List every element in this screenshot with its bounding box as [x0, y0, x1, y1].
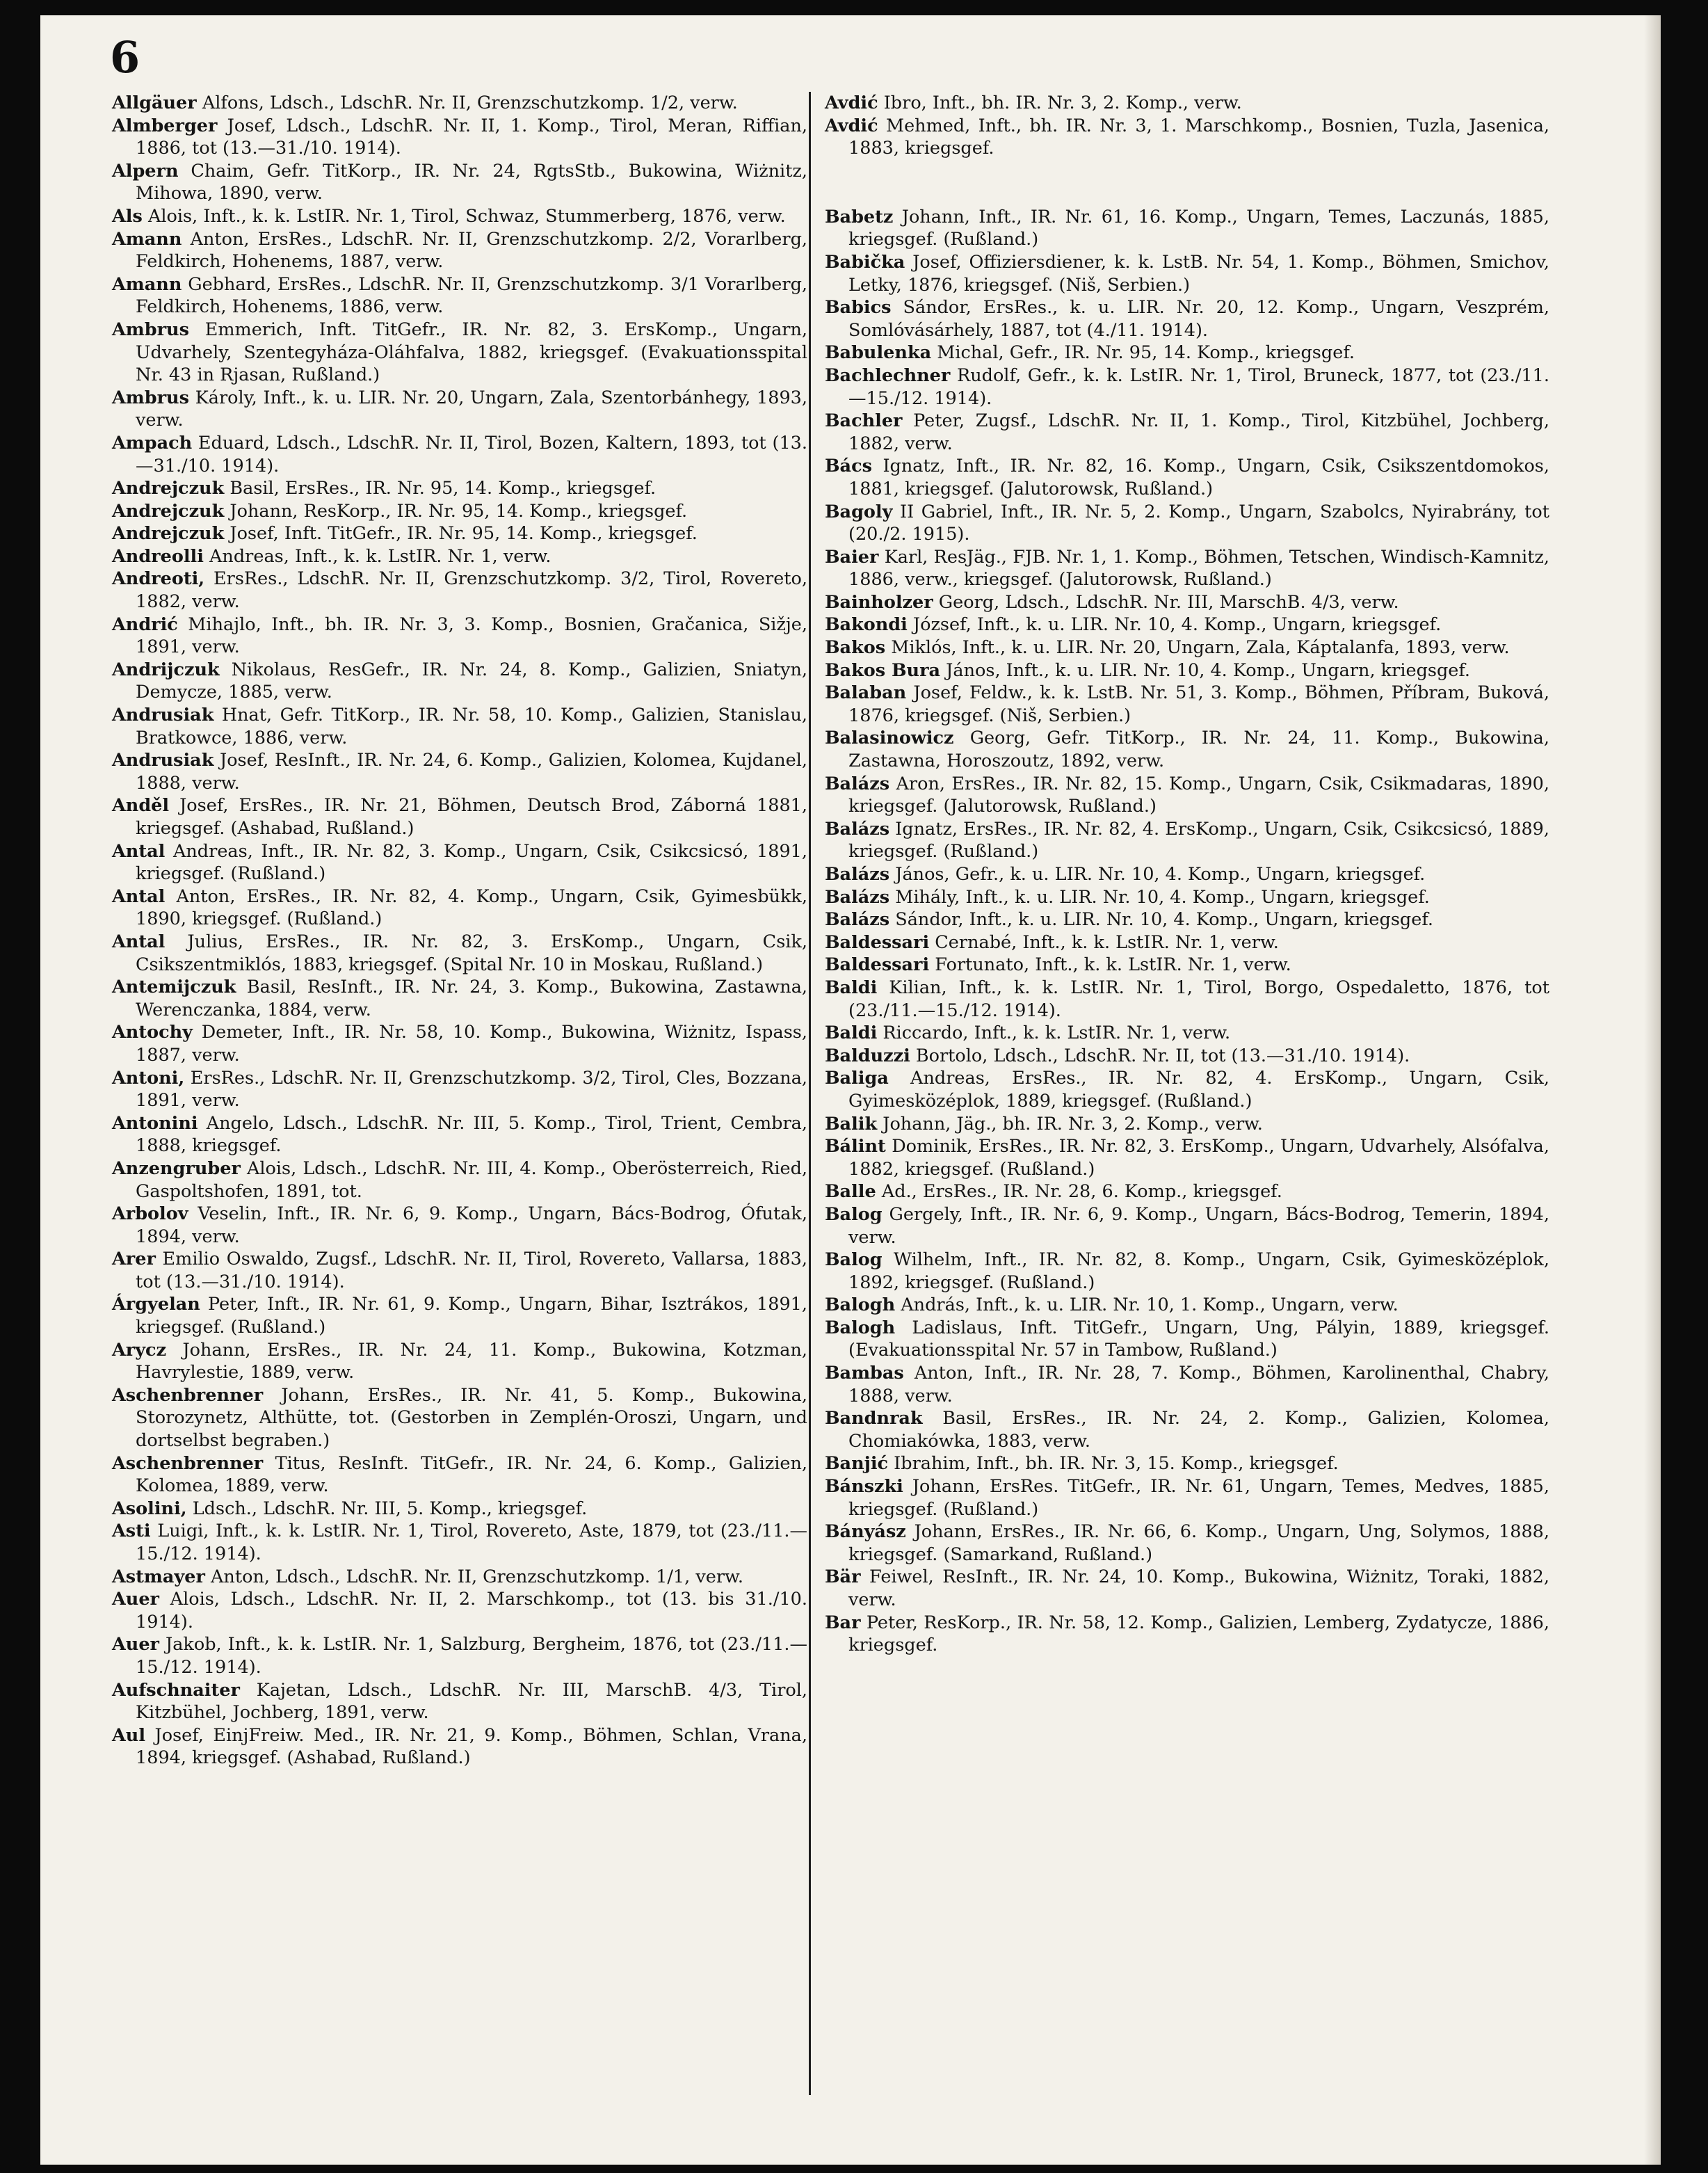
- register-entry: [112, 931, 807, 976]
- entry-details: Rudolf, Gefr., k. k. LstIR. Nr. 1, Tirol, Bruneck, 1877, tot (23./11.—15./12. 1914).: [848, 364, 1549, 409]
- entry-surname: Andrusiak: [112, 750, 214, 771]
- register-entry: [825, 364, 1549, 410]
- entry-details: Miklós, Inft., k. u. LIR. Nr. 20, Ungarn, Zala, Káptalanfa, 1893, verw.: [891, 637, 1510, 659]
- entry-details: Julius, ErsRes., IR. Nr. 82, 3. ErsKomp., Ungarn, Csik, Csikszentmiklós, 1883, kriegsgef. (Spital Nr. 10 in Moskau, Rußland.): [136, 931, 807, 975]
- register-entry: [112, 228, 807, 273]
- register-entry: [825, 886, 1549, 909]
- entry-details: Bortolo, Ldsch., LdschR. Nr. II, tot (13.—31./10. 1914).: [915, 1045, 1410, 1066]
- register-entry: [112, 1248, 807, 1293]
- register-entry: [825, 1475, 1549, 1521]
- register-entry: [112, 1452, 807, 1498]
- entry-details: Anton, Inft., IR. Nr. 28, 7. Komp., Böhmen, Karolinenthal, Chabry, 1888, verw.: [848, 1363, 1549, 1406]
- entry-details: Károly, Inft., k. u. LIR. Nr. 20, Ungarn, Zala, Szentorbánhegy, 1893, verw.: [136, 387, 807, 431]
- entry-surname: Ambrus: [112, 319, 189, 340]
- entry-details: András, Inft., k. u. LIR. Nr. 10, 1. Komp., Ungarn, verw.: [901, 1294, 1399, 1316]
- entry-details: Anton, Ldsch., LdschR. Nr. II, Grenzschutzkomp. 1/1, verw.: [211, 1566, 743, 1587]
- register-entry: [825, 1203, 1549, 1249]
- entry-surname: Baldessari: [825, 954, 930, 976]
- register-entry: [112, 205, 807, 228]
- entry-surname: Bakos: [825, 637, 886, 659]
- entry-details: Josef, Feldw., k. k. LstB. Nr. 51, 3. Komp., Böhmen, Příbram, Buková, 1876, kriegsgef. (Niš, Serbien.): [848, 682, 1550, 726]
- entry-details: Josef, ResInft., IR. Nr. 24, 6. Komp., Galizien, Kolomea, Kujdanel, 1888, verw.: [136, 750, 807, 794]
- register-entry: [112, 1679, 807, 1724]
- register-entry: [112, 1339, 807, 1384]
- register-entry: [112, 659, 807, 704]
- register-entry: [825, 682, 1549, 727]
- register-entry: [825, 251, 1549, 296]
- entry-surname: Babulenka: [825, 342, 932, 364]
- register-entry: [825, 908, 1549, 931]
- entry-details: II Gabriel, Inft., IR. Nr. 5, 2. Komp., Ungarn, Szabolcs, Nyirabrány, tot (20./2. 1915).: [848, 501, 1549, 545]
- entry-surname: Balaban: [825, 682, 907, 704]
- entry-surname: Andrijczuk: [112, 659, 220, 680]
- register-entry: [825, 636, 1549, 659]
- entry-surname: Bachler: [825, 410, 903, 432]
- register-entry: [825, 92, 1549, 115]
- entry-details: Johann, Jäg., bh. IR. Nr. 3, 2. Komp., verw.: [883, 1113, 1263, 1134]
- entry-details: Alois, Ldsch., LdschR. Nr. II, 2. Marschkomp., tot (13. bis 31./10. 1914).: [136, 1589, 807, 1633]
- entry-surname: Bandnrak: [825, 1408, 923, 1429]
- entry-details: Johann, ErsRes., IR. Nr. 66, 6. Komp., Ungarn, Ung, Solymos, 1888, kriegsgef. (Samarkand, Rußland.): [848, 1521, 1549, 1565]
- entry-details: Peter, Zugsf., LdschR. Nr. II, 1. Komp., Tirol, Kitzbühel, Jochberg, 1882, verw.: [848, 410, 1549, 454]
- entry-details: Kajetan, Ldsch., LdschR. Nr. III, MarschB. 4/3, Tirol, Kitzbühel, Jochberg, 1891, verw.: [136, 1679, 807, 1724]
- entry-details: Johann, ErsRes., IR. Nr. 24, 11. Komp., Bukowina, Kotzman, Havrylestie, 1889, verw.: [136, 1339, 807, 1384]
- entry-details: Ibrahim, Inft., bh. IR. Nr. 3, 15. Komp., kriegsgef.: [894, 1453, 1339, 1475]
- entry-details: Ignatz, Inft., IR. Nr. 82, 16. Komp., Ungarn, Csik, Csikszentdomokos, 1881, kriegsgef. (Jalutorowsk, Rußland.): [848, 456, 1549, 499]
- register-entry: [112, 92, 807, 115]
- entry-surname: Bakondi: [825, 614, 908, 636]
- entry-surname: Anděl: [112, 795, 170, 817]
- register-entry: [825, 1521, 1549, 1566]
- entry-details: József, Inft., k. u. LIR. Nr. 10, 4. Komp., Ungarn, kriegsgef.: [912, 614, 1442, 636]
- entry-surname: Anzengruber: [112, 1157, 241, 1179]
- entry-details: Ad., ErsRes., IR. Nr. 28, 6. Komp., kriegsgef.: [881, 1181, 1282, 1203]
- entry-surname: Aul: [112, 1724, 146, 1746]
- entry-details: Eduard, Ldsch., LdschR. Nr. II, Tirol, Bozen, Kaltern, 1893, tot (13.—31./10. 1914).: [136, 432, 807, 476]
- entry-details: Georg, Ldsch., LdschR. Nr. III, MarschB. 4/3, verw.: [938, 591, 1399, 613]
- entry-details: Veselin, Inft., IR. Nr. 6, 9. Komp., Ungarn, Bács-Bodrog, Ófutak, 1894, verw.: [136, 1203, 807, 1247]
- entry-details: Jakob, Inft., k. k. LstIR. Nr. 1, Salzburg, Bergheim, 1876, tot (23./11.—15./12. 1914).: [136, 1634, 807, 1678]
- entry-surname: Balog: [825, 1249, 883, 1271]
- entry-details: Luigi, Inft., k. k. LstIR. Nr. 1, Tirol, Rovereto, Aste, 1879, tot (23./11.—15./12. 1914).: [136, 1521, 807, 1564]
- entry-surname: Bainholzer: [825, 591, 933, 613]
- entry-details: Basil, ErsRes., IR. Nr. 95, 14. Komp., kriegsgef.: [229, 478, 656, 499]
- entry-surname: Amann: [112, 273, 182, 295]
- register-entry: [112, 500, 807, 523]
- register-entry: [825, 1362, 1549, 1407]
- entry-surname: Aschenbrenner: [112, 1452, 264, 1474]
- register-entry: [825, 863, 1549, 886]
- entry-surname: Balázs: [825, 909, 890, 931]
- entry-details: Josef, Ldsch., LdschR. Nr. II, 1. Komp., Tirol, Meran, Riffian, 1886, tot (13.—31./10. 1914).: [136, 115, 807, 159]
- register-entry: [112, 976, 807, 1021]
- entry-surname: Antal: [112, 885, 166, 907]
- entry-surname: Balasinowicz: [825, 728, 954, 749]
- register-entry: [825, 206, 1549, 251]
- register-entry: [112, 1498, 807, 1521]
- entry-surname: Astmayer: [112, 1566, 205, 1587]
- register-entry: [112, 840, 807, 885]
- entry-surname: Andrusiak: [112, 705, 214, 726]
- register-entry: [112, 1067, 807, 1112]
- register-entry: [112, 1384, 807, 1452]
- entry-surname: Balduzzi: [825, 1045, 910, 1066]
- register-entry: [112, 1021, 807, 1066]
- register-entry: [112, 794, 807, 840]
- entry-surname: Baliga: [825, 1068, 889, 1089]
- entry-surname: Bálint: [825, 1136, 886, 1157]
- entry-details: Michal, Gefr., IR. Nr. 95, 14. Komp., kriegsgef.: [937, 342, 1355, 364]
- register-entry: [112, 545, 807, 568]
- entry-surname: Árgyelan: [112, 1294, 200, 1315]
- register-entry: [825, 455, 1549, 500]
- entry-surname: Ambrus: [112, 387, 189, 408]
- entry-surname: Auer: [112, 1589, 159, 1610]
- entry-details: Angelo, Ldsch., LdschR. Nr. III, 5. Komp., Tirol, Trient, Cembra, 1888, kriegsgef.: [136, 1112, 807, 1157]
- entry-surname: Avdić: [825, 93, 878, 113]
- register-entry: [112, 477, 807, 500]
- entry-surname: Babetz: [825, 206, 894, 227]
- entry-details: Ldsch., LdschR. Nr. III, 5. Komp., kriegsgef.: [192, 1498, 588, 1519]
- entry-details: Karl, ResJäg., FJB. Nr. 1, 1. Komp., Böhmen, Tetschen, Windisch-Kamnitz, 1886, verw., kriegsgef. (Jalutorowsk, Rußland.): [848, 546, 1549, 591]
- page-number: 6: [110, 32, 140, 83]
- register-entry: [825, 1045, 1549, 1068]
- register-entry: [825, 1067, 1549, 1112]
- entry-details: ErsRes., LdschR. Nr. II, Grenzschutzkomp. 3/2, Tirol, Rovereto, 1882, verw.: [136, 568, 807, 613]
- entry-surname: Bär: [825, 1566, 861, 1588]
- entry-surname: Als: [112, 205, 143, 227]
- entry-details: János, Gefr., k. u. LIR. Nr. 10, 4. Komp., Ungarn, kriegsgef.: [895, 864, 1426, 885]
- register-entry: [825, 410, 1549, 455]
- entry-details: Ignatz, ErsRes., IR. Nr. 82, 4. ErsKomp., Ungarn, Csik, Csikcsicsó, 1889, kriegsgef. (Rußland.): [848, 818, 1549, 863]
- entry-details: Mihály, Inft., k. u. LIR. Nr. 10, 4. Komp., Ungarn, kriegsgef.: [895, 886, 1430, 908]
- entry-surname: Andreolli: [112, 545, 204, 567]
- entry-details: Titus, ResInft. TitGefr., IR. Nr. 24, 6. Komp., Galizien, Kolomea, 1889, verw.: [136, 1452, 807, 1497]
- entry-details: Wilhelm, Inft., IR. Nr. 82, 8. Komp., Ungarn, Csik, Gyimesközéplok, 1892, kriegsgef. (Rußland.): [848, 1249, 1549, 1293]
- entry-surname: Babics: [825, 297, 892, 319]
- entry-surname: Bakos Bura: [825, 659, 941, 681]
- entry-details: Gergely, Inft., IR. Nr. 6, 9. Komp., Ungarn, Bács-Bodrog, Temerin, 1894, verw.: [848, 1203, 1550, 1248]
- register-entry: [112, 387, 807, 432]
- entry-surname: Babička: [825, 251, 905, 273]
- entry-surname: Avdić: [825, 115, 878, 136]
- entry-surname: Amann: [112, 228, 182, 250]
- entry-details: Fortunato, Inft., k. k. LstIR. Nr. 1, verw.: [935, 954, 1291, 976]
- entry-details: Kilian, Inft., k. k. LstIR. Nr. 1, Tirol, Borgo, Ospedaletto, 1876, tot (23./11.—15./12. 1914).: [848, 977, 1549, 1021]
- entry-details: Sándor, ErsRes., k. u. LIR. Nr. 20, 12. Komp., Ungarn, Veszprém, Somlóvásárhely, 1887, tot (4./11. 1914).: [848, 297, 1549, 341]
- entry-surname: Aufschnaiter: [112, 1679, 240, 1701]
- register-entry: [825, 1135, 1549, 1180]
- section-gap: [825, 160, 1549, 206]
- register-entry: [112, 1724, 807, 1770]
- register-entry: [825, 1612, 1549, 1657]
- entry-surname: Balázs: [825, 864, 890, 885]
- entry-details: Sándor, Inft., k. u. LIR. Nr. 10, 4. Komp., Ungarn, kriegsgef.: [895, 909, 1433, 931]
- register-entry: [825, 977, 1549, 1022]
- entry-surname: Balogh: [825, 1294, 896, 1316]
- register-entry: [112, 522, 807, 545]
- entry-details: Josef, ErsRes., IR. Nr. 21, Böhmen, Deutsch Brod, Záborná 1881, kriegsgef. (Ashabad, Rußland.): [136, 795, 807, 839]
- register-entry: [825, 1113, 1549, 1136]
- register-entry: [825, 931, 1549, 954]
- register-entry: [112, 1520, 807, 1565]
- entry-surname: Bányász: [825, 1521, 906, 1543]
- register-entry: [112, 1112, 807, 1157]
- entry-details: Ladislaus, Inft. TitGefr., Ungarn, Ung, Pályin, 1889, kriegsgef. (Evakuationsspital Nr. 57 in Tambow, Rußland.): [848, 1317, 1549, 1361]
- register-entry: [825, 1249, 1549, 1294]
- register-entry: [112, 432, 807, 477]
- entry-surname: Balle: [825, 1181, 876, 1203]
- entry-details: Johann, Inft., IR. Nr. 61, 16. Komp., Ungarn, Temes, Laczunás, 1885, kriegsgef. (Rußland.): [848, 206, 1549, 250]
- right-column-a-section: [825, 92, 1549, 160]
- register-entry: [112, 1566, 807, 1589]
- entry-surname: Allgäuer: [112, 93, 197, 113]
- entry-surname: Baldi: [825, 1023, 878, 1044]
- entry-surname: Almberger: [112, 115, 218, 136]
- register-entry: [825, 614, 1549, 636]
- register-entry: [825, 727, 1549, 772]
- register-entry: [112, 885, 807, 931]
- entry-details: Basil, ErsRes., IR. Nr. 24, 2. Komp., Galizien, Kolomea, Chomiakówka, 1883, verw.: [848, 1408, 1549, 1452]
- entry-surname: Arer: [112, 1249, 156, 1270]
- register-entry: [112, 273, 807, 319]
- entry-details: Mehmed, Inft., bh. IR. Nr. 3, 1. Marschkomp., Bosnien, Tuzla, Jasenica, 1883, kriegsgef.: [848, 115, 1550, 159]
- entry-details: Johann, ResKorp., IR. Nr. 95, 14. Komp., kriegsgef.: [229, 500, 688, 522]
- entry-details: Gebhard, ErsRes., LdschR. Nr. II, Grenzschutzkomp. 3/1 Vorarlberg, Feldkirch, Hohenems, 1886, verw.: [136, 273, 808, 318]
- register-entry: [825, 591, 1549, 614]
- register-entry: [112, 614, 807, 659]
- entry-surname: Baldessari: [825, 931, 930, 953]
- entry-details: Feiwel, ResInft., IR. Nr. 24, 10. Komp., Bukowina, Wiżnitz, Toraki, 1882, verw.: [848, 1566, 1549, 1610]
- register-entry: [825, 546, 1549, 591]
- entry-surname: Auer: [112, 1634, 159, 1655]
- entry-details: ErsRes., LdschR. Nr. II, Grenzschutzkomp. 3/2, Tirol, Cles, Bozzana, 1891, verw.: [136, 1067, 808, 1112]
- entry-details: Emilio Oswaldo, Zugsf., LdschR. Nr. II, Tirol, Rovereto, Vallarsa, 1883, tot (13.—31./10. 1914).: [136, 1249, 808, 1292]
- entry-surname: Andrejczuk: [112, 478, 225, 499]
- entry-surname: Antal: [112, 840, 166, 862]
- entry-details: Peter, Inft., IR. Nr. 61, 9. Komp., Ungarn, Bihar, Isztrákos, 1891, kriegsgef. (Rußland.): [136, 1294, 808, 1338]
- entry-details: Hnat, Gefr. TitKorp., IR. Nr. 58, 10. Komp., Galizien, Stanislau, Bratkowce, 1886, verw.: [136, 705, 807, 748]
- entry-surname: Bachlechner: [825, 364, 951, 386]
- entry-surname: Antochy: [112, 1022, 193, 1043]
- entry-details: Anton, ErsRes., IR. Nr. 82, 4. Komp., Ungarn, Csik, Gyimesbükk, 1890, kriegsgef. (Rußland.): [136, 885, 807, 930]
- register-entry: [825, 1294, 1549, 1317]
- register-entry: [112, 115, 807, 160]
- register-entry: [112, 749, 807, 794]
- register-entry: [825, 773, 1549, 818]
- entry-surname: Bagoly: [825, 501, 893, 522]
- entry-surname: Asti: [112, 1521, 151, 1542]
- entry-surname: Balik: [825, 1113, 878, 1134]
- entry-surname: Balázs: [825, 886, 890, 908]
- register-entry: [825, 659, 1549, 682]
- entry-details: Basil, ResInft., IR. Nr. 24, 3. Komp., Bukowina, Zastawna, Werenczanka, 1884, verw.: [136, 977, 807, 1020]
- register-entry: [825, 1452, 1549, 1475]
- entry-surname: Andrejczuk: [112, 500, 225, 522]
- entry-details: Josef, Offiziersdiener, k. k. LstB. Nr. 54, 1. Komp., Böhmen, Smichov, Letky, 1876, kriegsgef. (Niš, Serbien.): [848, 251, 1549, 296]
- entry-details: Riccardo, Inft., k. k. LstIR. Nr. 1, verw.: [883, 1023, 1231, 1044]
- entry-details: Dominik, ErsRes., IR. Nr. 82, 3. ErsKomp., Ungarn, Udvarhely, Alsófalva, 1882, kriegsgef. (Rußland.): [848, 1136, 1549, 1180]
- entry-details: Emmerich, Inft. TitGefr., IR. Nr. 82, 3. ErsKomp., Ungarn, Udvarhely, Szentegyháza-Oláhfalva, 1882, kriegsgef. (Evakuationsspital Nr. 43 in Rjasan, Rußland.): [136, 319, 807, 386]
- entry-surname: Baldi: [825, 977, 878, 998]
- entry-surname: Arbolov: [112, 1203, 188, 1225]
- entry-details: Peter, ResKorp., IR. Nr. 58, 12. Komp., Galizien, Lemberg, Zydatycze, 1886, kriegsgef.: [848, 1612, 1549, 1656]
- page-edge-shadow: [1644, 15, 1661, 2165]
- entry-surname: Antoni,: [112, 1067, 185, 1089]
- entry-surname: Aschenbrenner: [112, 1384, 264, 1406]
- entry-details: Anton, ErsRes., LdschR. Nr. II, Grenzschutzkomp. 2/2, Vorarlberg, Feldkirch, Hohenems, 1887, verw.: [136, 228, 807, 273]
- entry-surname: Andrić: [112, 614, 178, 635]
- entry-details: Georg, Gefr. TitKorp., IR. Nr. 24, 11. Komp., Bukowina, Zastawna, Horoszoutz, 1892, verw.: [848, 728, 1549, 772]
- entry-details: Johann, ErsRes., IR. Nr. 41, 5. Komp., Bukowina, Storozynetz, Althütte, tot. (Gestorben in Zemplén-Oroszi, Ungarn, und dortselbst begraben.): [136, 1384, 807, 1452]
- entry-surname: Balázs: [825, 818, 890, 840]
- register-entry: [825, 501, 1549, 546]
- entry-details: Mihajlo, Inft., bh. IR. Nr. 3, 3. Komp., Bosnien, Gračanica, Sižje, 1891, verw.: [136, 614, 807, 658]
- entry-surname: Balogh: [825, 1317, 896, 1338]
- register-entry: [825, 954, 1549, 977]
- entry-surname: Bambas: [825, 1363, 904, 1384]
- entry-surname: Alpern: [112, 160, 179, 182]
- entry-details: Alfons, Ldsch., LdschR. Nr. II, Grenzschutzkomp. 1/2, verw.: [202, 93, 738, 113]
- entry-details: Cernabé, Inft., k. k. LstIR. Nr. 1, verw.: [935, 931, 1279, 953]
- register-entry: [825, 1317, 1549, 1362]
- column-divider: [809, 92, 811, 2095]
- entry-surname: Andrejczuk: [112, 523, 225, 545]
- register-entry: [825, 1566, 1549, 1611]
- entry-surname: Antonini: [112, 1112, 198, 1134]
- entry-surname: Andreoti,: [112, 568, 205, 590]
- entry-surname: Antal: [112, 931, 166, 952]
- entry-surname: Balog: [825, 1203, 883, 1225]
- entry-details: Andreas, Inft., IR. Nr. 82, 3. Komp., Ungarn, Csik, Csikcsicsó, 1891, kriegsgef. (Rußland.): [136, 840, 808, 885]
- register-entry: [112, 1588, 807, 1633]
- entry-surname: Bács: [825, 456, 872, 477]
- entry-surname: Ampach: [112, 432, 193, 454]
- entry-surname: Baier: [825, 546, 879, 568]
- right-column-b-section: [825, 206, 1549, 1657]
- entry-details: Alois, Inft., k. k. LstIR. Nr. 1, Tirol, Schwaz, Stummerberg, 1876, verw.: [147, 205, 786, 227]
- register-entry: [825, 296, 1549, 342]
- entry-details: Aron, ErsRes., IR. Nr. 82, 15. Komp., Ungarn, Csik, Csikmadaras, 1890, kriegsgef. (Jalutorowsk, Rußland.): [848, 773, 1550, 817]
- register-entry: [112, 319, 807, 387]
- entry-details: János, Inft., k. u. LIR. Nr. 10, 4. Komp., Ungarn, kriegsgef.: [946, 659, 1471, 681]
- entry-details: Andreas, ErsRes., IR. Nr. 82, 4. ErsKomp., Ungarn, Csik, Gyimesközéplok, 1889, kriegsgef. (Rußland.): [848, 1068, 1549, 1112]
- entry-details: Johann, ErsRes. TitGefr., IR. Nr. 61, Ungarn, Temes, Medves, 1885, kriegsgef. (Rußland.): [848, 1476, 1549, 1520]
- register-entry: [825, 1407, 1549, 1452]
- register-entry: [112, 568, 807, 613]
- register-entry: [825, 115, 1549, 160]
- entry-details: Josef, Inft. TitGefr., IR. Nr. 95, 14. Komp., kriegsgef.: [229, 523, 698, 545]
- register-entry: [825, 818, 1549, 863]
- register-entry: [825, 342, 1549, 364]
- register-entry: [112, 160, 807, 205]
- entry-details: Alois, Ldsch., LdschR. Nr. III, 4. Komp., Oberösterreich, Ried, Gaspoltshofen, 1891, tot.: [136, 1157, 807, 1202]
- register-entry: [112, 704, 807, 749]
- register-entry: [825, 1022, 1549, 1045]
- register-entry: [112, 1203, 807, 1248]
- entry-details: Ibro, Inft., bh. IR. Nr. 3, 2. Komp., verw.: [883, 93, 1242, 113]
- entry-surname: Bánszki: [825, 1476, 903, 1498]
- entry-surname: Bar: [825, 1612, 861, 1633]
- right-column: [825, 92, 1549, 1657]
- entry-details: Andreas, Inft., k. k. LstIR. Nr. 1, verw.: [209, 545, 551, 567]
- entry-surname: Balázs: [825, 773, 890, 794]
- entry-details: Nikolaus, ResGefr., IR. Nr. 24, 8. Komp., Galizien, Sniatyn, Demycze, 1885, verw.: [136, 659, 807, 703]
- entry-surname: Arycz: [112, 1339, 167, 1361]
- document-page: [40, 15, 1661, 2165]
- entry-details: Demeter, Inft., IR. Nr. 58, 10. Komp., Bukowina, Wiżnitz, Ispass, 1887, verw.: [136, 1022, 807, 1066]
- left-column: [112, 92, 807, 1770]
- register-entry: [112, 1633, 807, 1678]
- entry-details: Josef, EinjFreiw. Med., IR. Nr. 21, 9. Komp., Böhmen, Schlan, Vrana, 1894, kriegsgef. (Ashabad, Rußland.): [136, 1724, 807, 1769]
- entry-surname: Asolini,: [112, 1498, 187, 1519]
- register-entry: [112, 1293, 807, 1338]
- register-entry: [825, 1180, 1549, 1203]
- entry-surname: Antemijczuk: [112, 977, 236, 998]
- register-entry: [112, 1157, 807, 1203]
- entry-surname: Banjić: [825, 1453, 889, 1475]
- entry-details: Chaim, Gefr. TitKorp., IR. Nr. 24, RgtsStb., Bukowina, Wiżnitz, Mihowa, 1890, verw.: [136, 160, 807, 205]
